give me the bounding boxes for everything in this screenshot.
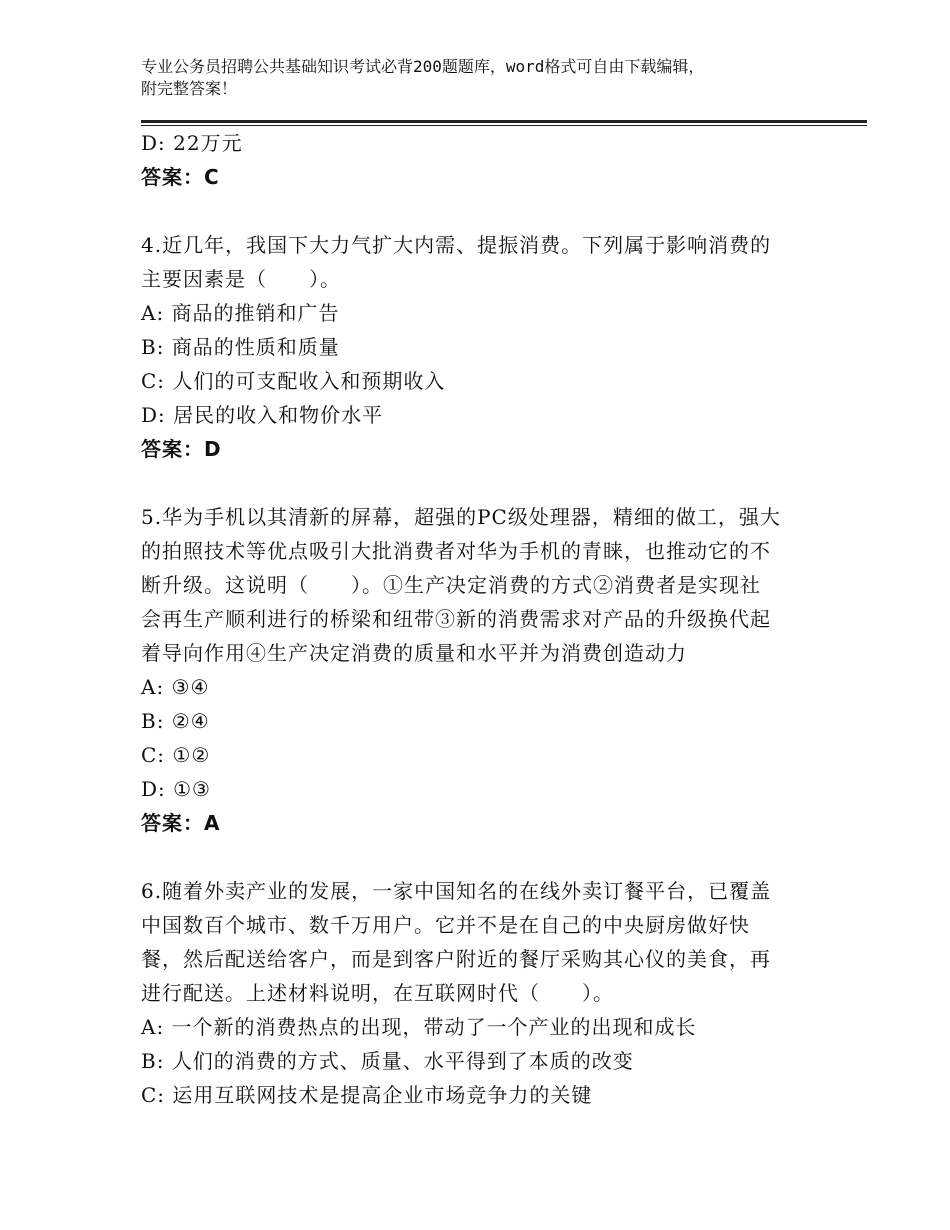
question-stem-line: 会再生产顺利进行的桥梁和纽带③新的消费需求对产品的升级换代起	[141, 607, 771, 631]
question-stem-line: 4.近几年，我国下大力气扩大内需、提振消费。下列属于影响消费的	[141, 233, 772, 257]
question-stem-line: 5.华为手机以其清新的屏幕，超强的PC级处理器，精细的做工，强大	[141, 505, 781, 529]
option-c: C: ①②	[141, 743, 211, 767]
header-divider-thick	[141, 120, 867, 123]
question-stem-line: 6.随着外卖产业的发展，一家中国知名的在线外卖订餐平台，已覆盖	[141, 879, 772, 903]
question-5	[141, 500, 831, 840]
option-b: B: 商品的性质和质量	[141, 335, 340, 359]
answer-label: 答案：D	[141, 437, 222, 461]
question-stem-line: 主要因素是（ ）。	[141, 267, 341, 291]
answer-label: 答案：C	[141, 165, 220, 189]
spacer	[141, 194, 831, 228]
page-header	[141, 56, 821, 100]
option-d: D: 22万元	[141, 131, 243, 155]
question-6	[141, 874, 831, 1112]
option-b: B: ②④	[141, 709, 210, 733]
option-c: C: 运用互联网技术是提高企业市场竞争力的关键	[141, 1083, 593, 1107]
option-a: A: 商品的推销和广告	[141, 301, 340, 325]
question-content	[141, 126, 831, 1112]
question-stem-line: 进行配送。上述材料说明，在互联网时代（ ）。	[141, 981, 614, 1005]
question-4	[141, 228, 831, 466]
question-stem-line: 着导向作用④生产决定消费的质量和水平并为消费创造动力	[141, 641, 687, 665]
option-c: C: 人们的可支配收入和预期收入	[141, 369, 446, 393]
question-stem-line: 餐，然后配送给客户，而是到客户附近的餐厅采购其心仪的美食，再	[141, 947, 771, 971]
option-d: D: ①③	[141, 777, 211, 801]
spacer	[141, 840, 831, 874]
header-line-2: 附完整答案！	[141, 79, 238, 98]
spacer	[141, 466, 831, 500]
option-a: A: ③④	[141, 675, 210, 699]
question-stem-line: 中国数百个城市、数千万用户。它并不是在自己的中央厨房做好快	[141, 913, 750, 937]
question-stem-line: 的拍照技术等优点吸引大批消费者对华为手机的青睐，也推动它的不	[141, 539, 771, 563]
question-stem-line: 断升级。这说明（ ）。①生产决定消费的方式②消费者是实现社	[141, 573, 761, 597]
header-line-1: 专业公务员招聘公共基础知识考试必背200题题库，word格式可自由下载编辑，	[141, 57, 705, 76]
option-d: D: 居民的收入和物价水平	[141, 403, 384, 427]
option-b: B: 人们的消费的方式、质量、水平得到了本质的改变	[141, 1049, 634, 1073]
answer-label: 答案：A	[141, 811, 221, 835]
option-a: A: 一个新的消费热点的出现，带动了一个产业的出现和成长	[141, 1015, 697, 1039]
